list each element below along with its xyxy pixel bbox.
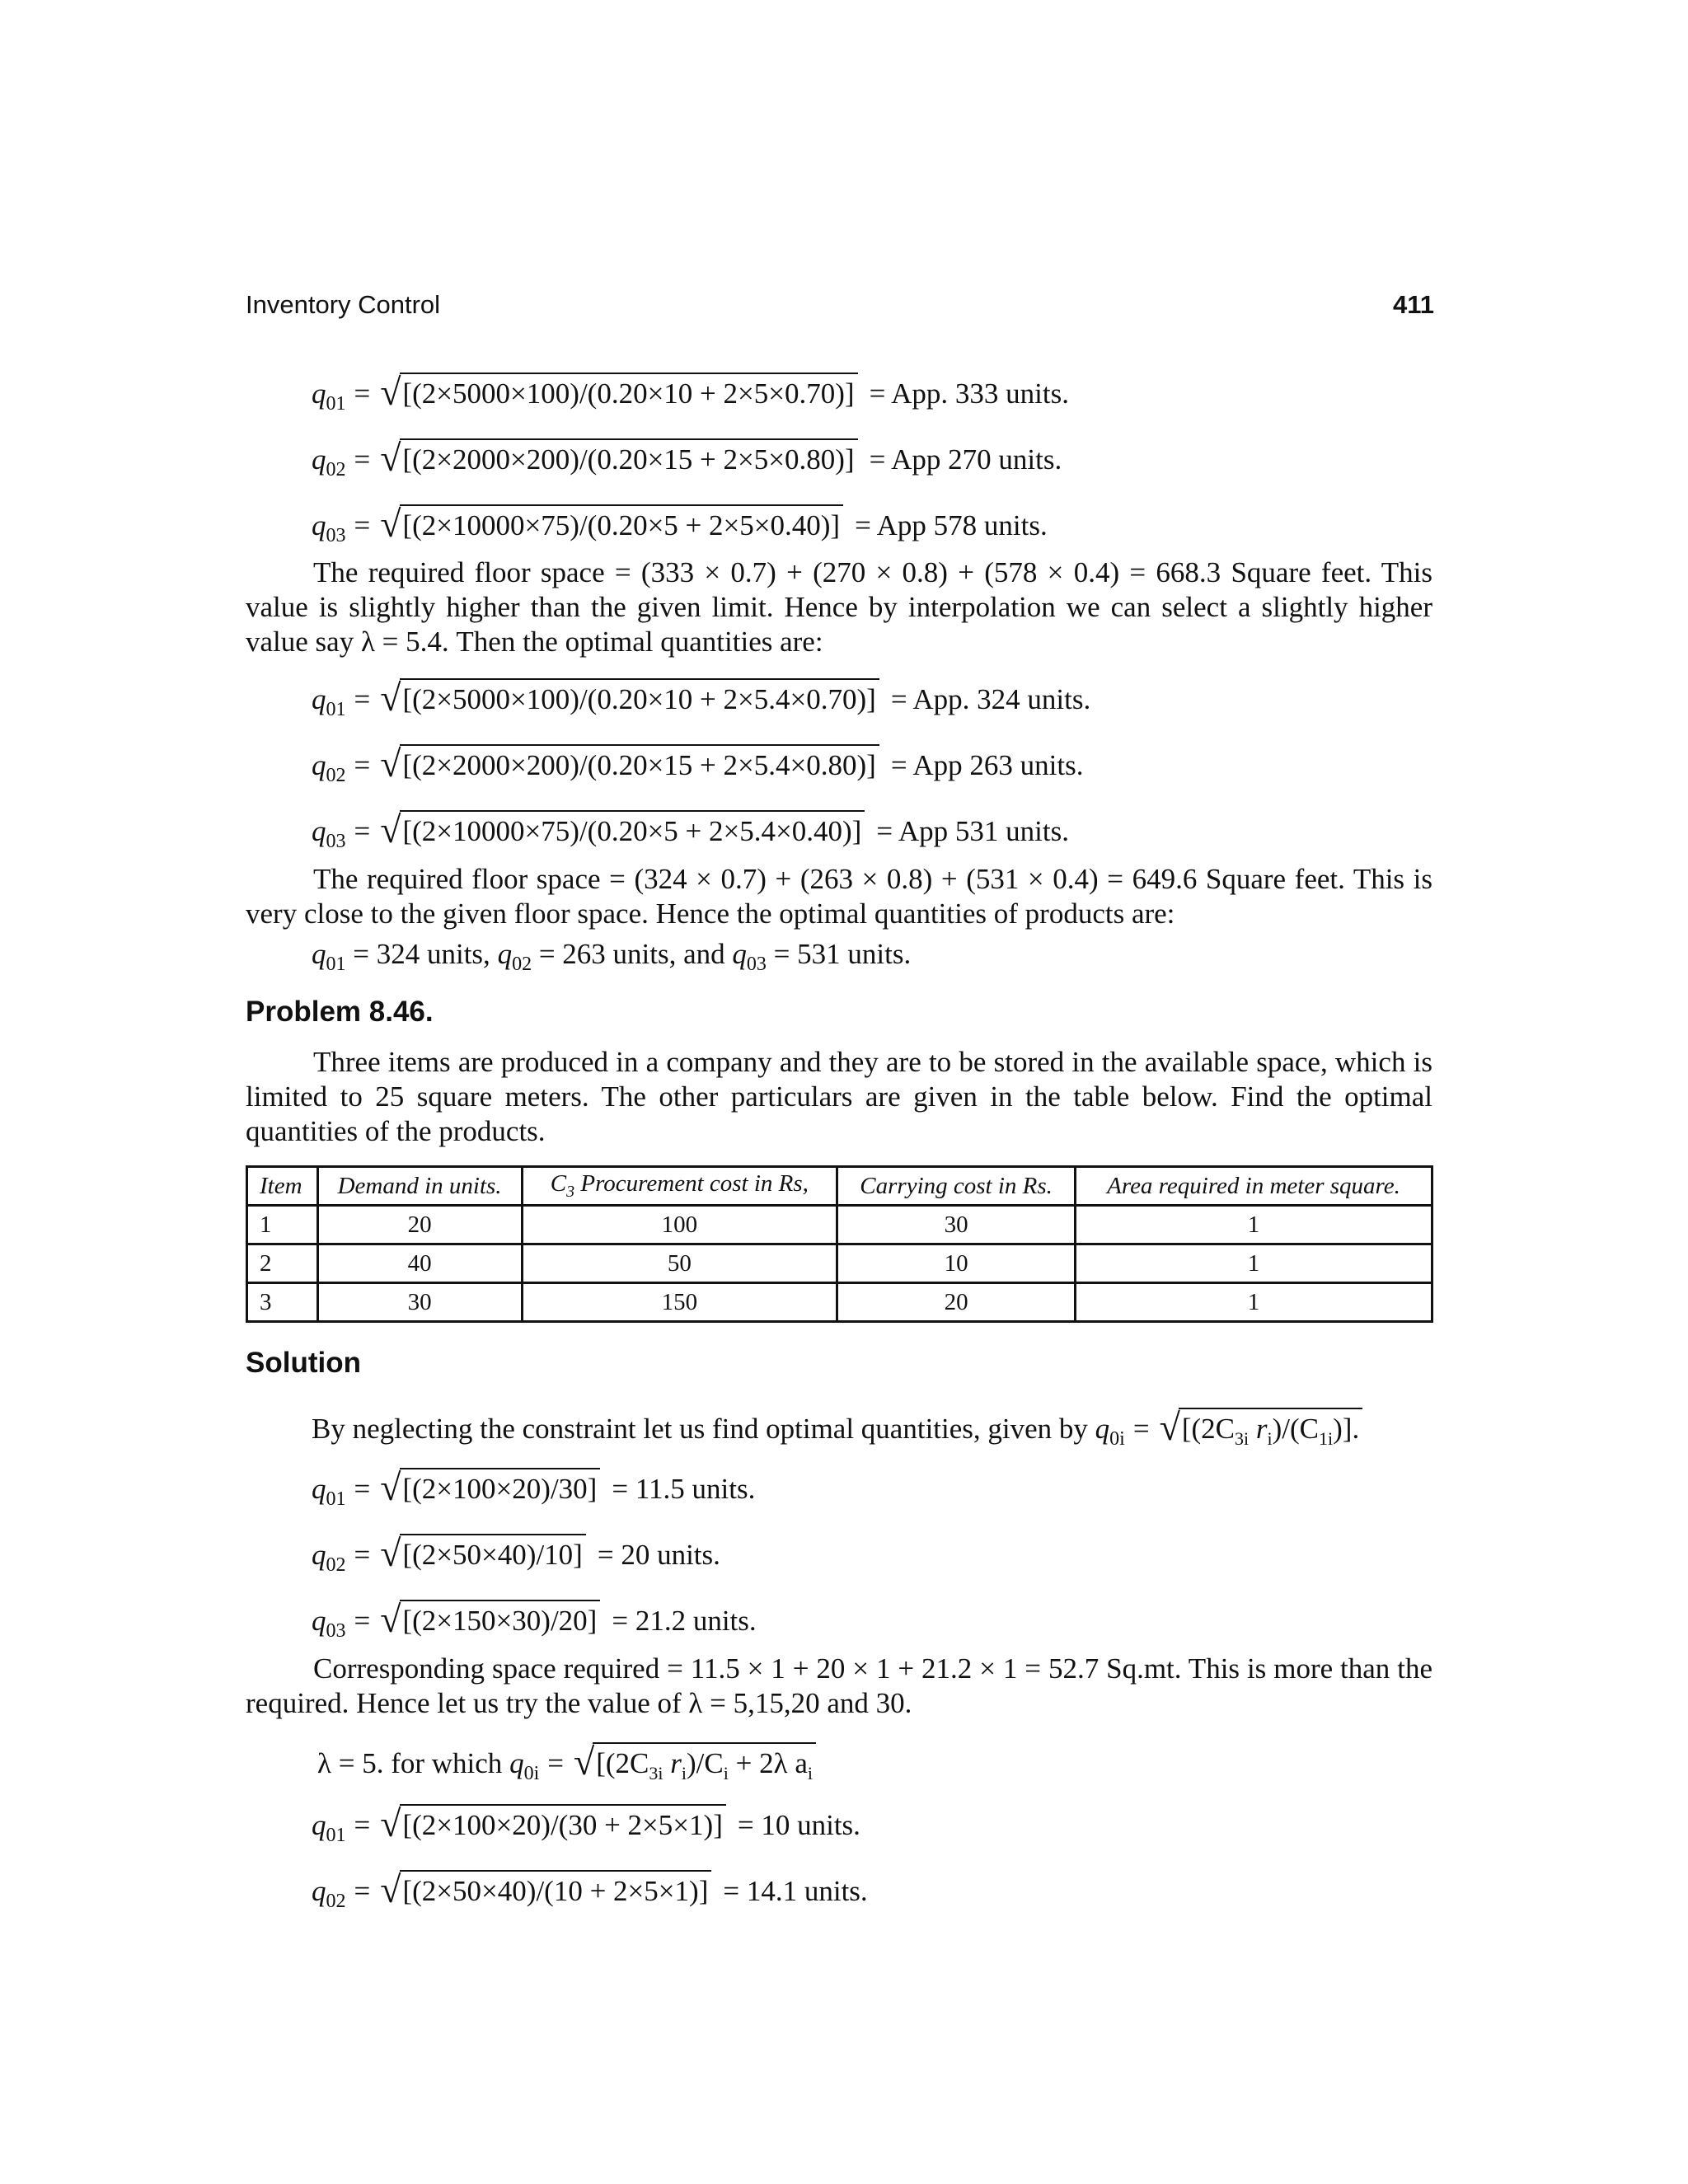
problem-statement: Three items are produced in a company and they are to be stored in the available space, which is limited to 25 square meters. The other particulars are given in the table below. Find the optimal quantities of the products. <box>246 1046 1432 1147</box>
lambda-formula-line: λ = 5. for which $q_{0i}$ = √ [($2C_{3i}$ $r_i)/C_i + 2\lambda$ $a_i$ <box>317 1742 816 1792</box>
table-row <box>247 1283 1432 1322</box>
sqrt-expression: √ [(2×100×20)/(30 + 2×5×1)] <box>380 1804 726 1844</box>
header-demand: Demand in units. <box>317 1167 522 1206</box>
cell: 2 <box>247 1244 318 1283</box>
equation-q03-b: $q_{03}$ = √ [(2×10000×75)/(0.20×5 + 2×5.4×0.40)] = App 531 units. <box>312 808 1069 852</box>
cell: 1 <box>1076 1206 1432 1244</box>
cell: 10 <box>837 1244 1076 1283</box>
sqrt-expression: √ [($2C_{3i}$ $r_i)/(C_{1i})$]. <box>1160 1408 1363 1457</box>
sqrt-expression: √ [(2×50×40)/(10 + 2×5×1)] <box>380 1870 711 1910</box>
table-row <box>247 1244 1432 1283</box>
cell: 1 <box>247 1206 318 1244</box>
equation-q01-c: $q_{01}$ = √ [(2×100×20)/30] = 11.5 units. <box>312 1466 756 1510</box>
solution-intro-line: By neglecting the constraint let us find optimal quantities, given by $q_{0i}$ = √ [($2C_{3i}$ $r_i)/(C_{1i})$]. <box>312 1408 1362 1457</box>
solution-heading: Solution <box>246 1347 361 1379</box>
table-header-row <box>247 1167 1432 1206</box>
equation-q01-d: $q_{01}$ = √ [(2×100×20)/(30 + 2×5×1)] = 10 units. <box>312 1802 860 1846</box>
sqrt-expression: √ [(2×10000×75)/(0.20×5 + 2×5×0.40)] <box>380 504 843 544</box>
sqrt-expression: √ [(2×5000×100)/(0.20×10 + 2×5×0.70)] <box>380 373 857 412</box>
sqrt-expression: √ [(2×2000×200)/(0.20×15 + 2×5.4×0.80)] <box>380 744 879 784</box>
equation-q01-b: $q_{01}$ = √ [(2×5000×100)/(0.20×10 + 2×5.4×0.70)] = App. 324 units. <box>312 677 1091 720</box>
cell: 1 <box>1076 1283 1432 1322</box>
cell: 30 <box>317 1283 522 1322</box>
sqrt-expression: √ [(2×5000×100)/(0.20×10 + 2×5.4×0.70)] <box>380 678 879 718</box>
paragraph-floor-space-2: The required floor space = (324 × 0.7) + (263 × 0.8) + (531 × 0.4) = 649.6 Square feet. This is very close to the given floor space. Hence the optimal quantities of products are: <box>246 863 1432 930</box>
equation-q02-c: $q_{02}$ = √ [(2×50×40)/10] = 20 units. <box>312 1532 720 1576</box>
equation-q01-a: $q_{01}$ = √ [(2×5000×100)/(0.20×10 + 2×5×0.70)] = App. 333 units. <box>312 371 1069 415</box>
paragraph-floor-space-1: The required floor space = (333 × 0.7) + (270 × 0.8) + (578 × 0.4) = 668.3 Square feet. This value is slightly higher than the given limit. Hence by interpolation we can select a slightly higher value say λ = 5.4. Then the optimal quantities are: <box>246 556 1432 658</box>
particulars-table <box>246 1165 1433 1323</box>
equation-q02-b: $q_{02}$ = √ [(2×2000×200)/(0.20×15 + 2×5.4×0.80)] = App 263 units. <box>312 743 1084 786</box>
sqrt-expression: √ [(2×50×40)/10] <box>380 1534 586 1573</box>
header-area: Area required in meter square. <box>1076 1167 1432 1206</box>
equation-q03-c: $q_{03}$ = √ [(2×150×30)/20] = 21.2 units. <box>312 1598 757 1642</box>
cell: 20 <box>837 1283 1076 1322</box>
paragraph-space-required: Corresponding space required = 11.5 × 1 + 20 × 1 + 21.2 × 1 = 52.7 Sq.mt. This is more than the required. Hence let us try the value of λ = 5,15,20 and 30. <box>246 1652 1432 1719</box>
sqrt-expression: √ [(2×150×30)/20] <box>380 1600 600 1639</box>
cell: 30 <box>837 1206 1076 1244</box>
cell: 3 <box>247 1283 318 1322</box>
equation-q02-a: $q_{02}$ = √ [(2×2000×200)/(0.20×15 + 2×5×0.80)] = App 270 units. <box>312 437 1062 480</box>
page-number: 411 <box>1393 290 1435 319</box>
sqrt-expression: √ [($2C_{3i}$ $r_i)/C_i + 2\lambda$ $a_i$ <box>574 1742 816 1792</box>
sqrt-expression: √ [(2×100×20)/30] <box>380 1468 600 1507</box>
cell: 150 <box>522 1283 837 1322</box>
equation-q02-d: $q_{02}$ = √ [(2×50×40)/(10 + 2×5×1)] = 14.1 units. <box>312 1868 868 1912</box>
cell: 100 <box>522 1206 837 1244</box>
cell: 40 <box>317 1244 522 1283</box>
sqrt-expression: √ [(2×2000×200)/(0.20×15 + 2×5×0.80)] <box>380 438 857 478</box>
final-quantities-line: $q_{01} = 324$ units, $q_{02} = 263$ units, and $q_{03} = 531$ units. <box>312 938 912 975</box>
equation-q03-a: $q_{03}$ = √ [(2×10000×75)/(0.20×5 + 2×5×0.40)] = App 578 units. <box>312 503 1048 546</box>
sqrt-expression: √ [(2×10000×75)/(0.20×5 + 2×5.4×0.40)] <box>380 810 865 850</box>
running-header-title: Inventory Control <box>246 290 441 319</box>
problem-heading: Problem 8.46. <box>246 996 434 1028</box>
cell: 1 <box>1076 1244 1432 1283</box>
header-item: Item <box>247 1167 318 1206</box>
table-row <box>247 1206 1432 1244</box>
header-carrying: Carrying cost in Rs. <box>837 1167 1076 1206</box>
cell: 50 <box>522 1244 837 1283</box>
header-procurement: $C_3$ Procurement cost in Rs, <box>522 1167 837 1206</box>
cell: 20 <box>317 1206 522 1244</box>
